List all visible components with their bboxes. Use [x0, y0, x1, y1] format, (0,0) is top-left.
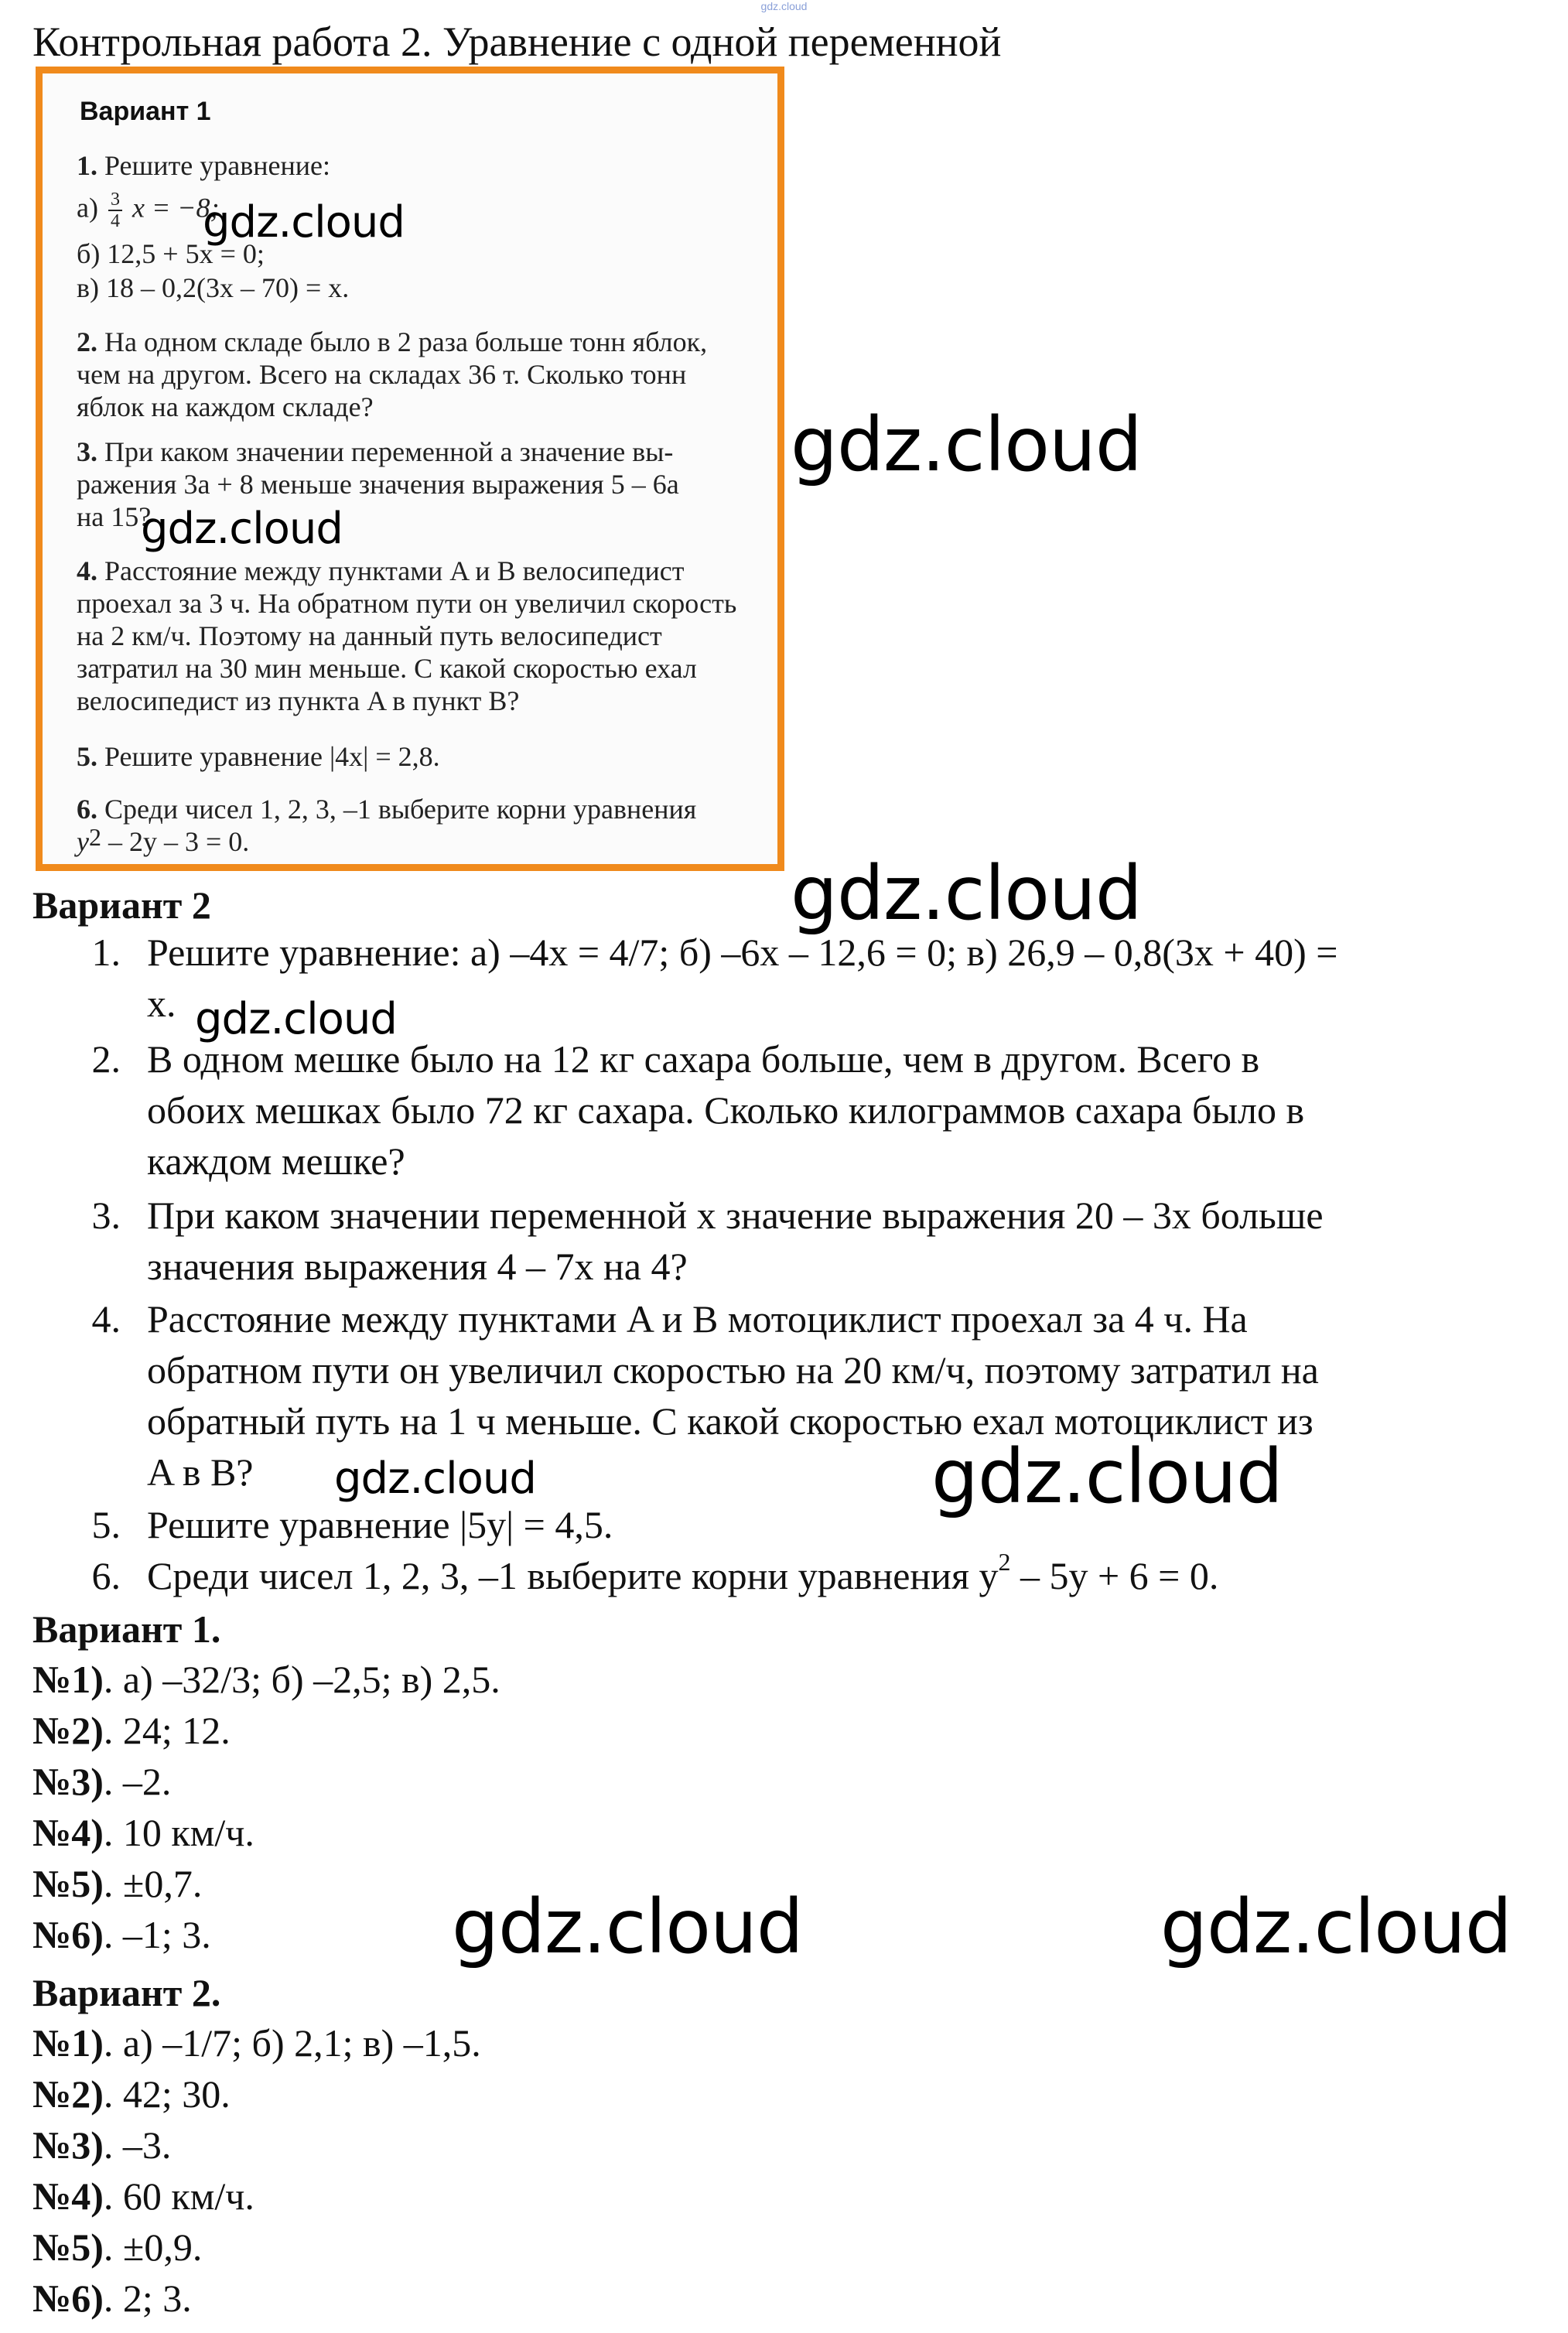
v2-item1-line2: x. — [147, 982, 176, 1025]
fraction-numerator: 3 — [108, 190, 122, 211]
answer-label: №5) — [32, 1862, 104, 1905]
card-task3-line1 — [77, 436, 673, 468]
answers2-row4 — [32, 2171, 255, 2222]
answer-label: №1) — [32, 1658, 104, 1701]
v2-item3-num: 3. — [91, 1194, 121, 1237]
v2-item4-line3: обратный путь на 1 ч меньше. С какой скоростью ехал мотоциклист из — [147, 1399, 1313, 1443]
answers1-row6 — [32, 1909, 211, 1960]
v2-item1-line1: Решите уравнение: а) –4x = 4/7; б) –6x – 12,6 = 0; в) 26,9 – 0,8(3x + 40) = — [147, 931, 1338, 974]
v2-item3-line2: значения выражения 4 – 7x на 4? — [147, 1245, 688, 1288]
answers1-row3 — [32, 1756, 171, 1807]
answer-label: №1) — [32, 2021, 104, 2065]
watermark: gdz.cloud — [203, 197, 405, 248]
card-task6-line2 — [77, 825, 249, 858]
watermark: gdz.cloud — [791, 401, 1142, 488]
v2-item4-num: 4. — [91, 1297, 121, 1341]
card-task2-num: 2. — [77, 326, 97, 357]
answers2-heading: Вариант 2. — [32, 1971, 221, 2014]
card-task3-num: 3. — [77, 436, 97, 467]
v2-item1-num: 1. — [91, 931, 121, 974]
v2-item6-rest: – 5y + 6 = 0. — [1010, 1554, 1219, 1597]
card-task2-line1 — [77, 326, 707, 358]
v2-item5-num: 5. — [91, 1503, 121, 1546]
card-task1c: в) 18 – 0,2(3x – 70) = x. — [77, 272, 350, 303]
v2-item2-line1: В одном мешке было на 12 кг сахара больше, чем в другом. Всего в — [147, 1037, 1260, 1081]
v2-item4-line4: A в B? — [147, 1450, 254, 1494]
answers2-row5 — [32, 2222, 202, 2273]
answers2-row3 — [32, 2120, 171, 2171]
answer-label: №6) — [32, 1913, 104, 1956]
card-task5-num: 5. — [77, 741, 97, 772]
answer-text: . 10 км/ч. — [103, 1811, 255, 1854]
answers1-row2 — [32, 1705, 231, 1756]
card-task4-line5: велосипедист из пункта A в пункт B? — [77, 685, 520, 716]
answer-text: . 2; 3. — [103, 2277, 192, 2320]
card-task3-text: При каком значении переменной a значение вы- — [104, 436, 674, 467]
card-task2-text: На одном складе было в 2 раза больше тонн яблок, — [104, 326, 708, 357]
card-task5 — [77, 740, 440, 773]
answer-label: №3) — [32, 1760, 104, 1803]
card-task2-line3: яблок на каждом складе? — [77, 391, 374, 422]
answer-text: . –3. — [103, 2123, 172, 2167]
answers1-row5 — [32, 1858, 202, 1909]
card-task1-num: 1. — [77, 150, 97, 181]
watermark: gdz.cloud — [931, 1433, 1283, 1520]
answer-label: №2) — [32, 2072, 104, 2116]
card-task4-line2: проехал за 3 ч. На обратном пути он увеличил скорость — [77, 588, 737, 619]
watermark: gdz.cloud — [791, 850, 1142, 937]
card-task3-line3: на 15? — [77, 501, 152, 532]
v2-item6-sup: 2 — [998, 1548, 1011, 1576]
v2-item6-text: Среди чисел 1, 2, 3, –1 выберите корни уравнения y — [147, 1554, 999, 1597]
answers2-row2 — [32, 2068, 231, 2120]
card-task6-text: Среди чисел 1, 2, 3, –1 выберите корни уравнения — [104, 794, 697, 825]
answer-text: . –2. — [103, 1760, 172, 1803]
card-task4-line4: затратил на 30 мин меньше. С какой скоростью ехал — [77, 653, 697, 684]
answer-text: . 42; 30. — [103, 2072, 231, 2116]
card-task2-line2: чем на другом. Всего на складах 36 т. Сколько тонн — [77, 359, 687, 390]
fraction — [108, 190, 122, 231]
variant2-heading: Вариант 2 — [32, 883, 211, 927]
card-task4-num: 4. — [77, 555, 97, 586]
card-task6-var: y — [77, 826, 89, 857]
card-task5-text: Решите уравнение |4x| = 2,8. — [104, 741, 440, 772]
answers2-row1 — [32, 2017, 481, 2068]
answer-text: . а) –1/7; б) 2,1; в) –1,5. — [103, 2021, 481, 2065]
answer-text: . ±0,9. — [103, 2225, 203, 2269]
answer-label: №2) — [32, 1709, 104, 1752]
answer-text: . ±0,7. — [103, 1862, 203, 1905]
card-task6-line1 — [77, 793, 696, 825]
v2-item3-line1: При каком значении переменной x значение выражения 20 – 3x больше — [147, 1194, 1324, 1237]
card-title: Вариант 1 — [80, 97, 211, 126]
v2-item2-line3: каждом мешке? — [147, 1139, 405, 1183]
card-task4-text: Расстояние между пунктами A и B велосипедист — [104, 555, 685, 586]
watermark: gdz.cloud — [334, 1453, 536, 1504]
v2-item4-line2: обратном пути он увеличил скоростью на 20 км/ч, поэтому затратил на — [147, 1348, 1319, 1392]
page-title: Контрольная работа 2. Уравнение с одной переменной — [32, 19, 1002, 65]
answer-text: . а) –32/3; б) –2,5; в) 2,5. — [103, 1658, 500, 1701]
card-task1a-rest: x = −8; — [132, 192, 220, 224]
card-task1 — [77, 149, 330, 182]
answers1-row4 — [32, 1807, 255, 1858]
answers1-heading: Вариант 1. — [32, 1607, 221, 1651]
variant1-scan-card — [36, 67, 784, 871]
v2-item4-line1: Расстояние между пунктами A и B мотоциклист проехал за 4 ч. На — [147, 1297, 1248, 1341]
card-task6-sup: 2 — [88, 823, 101, 851]
v2-item6-num: 6. — [91, 1554, 121, 1597]
v2-item2-line2: обоих мешках было 72 кг сахара. Сколько килограммов сахара было в — [147, 1088, 1305, 1132]
answer-label: №5) — [32, 2225, 104, 2269]
card-task4-line1 — [77, 555, 685, 587]
answer-text: . –1; 3. — [103, 1913, 211, 1956]
answer-text: . 24; 12. — [103, 1709, 231, 1752]
watermark: gdz.cloud — [195, 994, 397, 1044]
v2-item5-line1: Решите уравнение |5y| = 4,5. — [147, 1503, 613, 1546]
card-task3-line2: ражения 3a + 8 меньше значения выражения 5 – 6a — [77, 469, 679, 500]
card-task6-rest: – 2y – 3 = 0. — [101, 826, 250, 857]
watermark: gdz.cloud — [452, 1884, 803, 1970]
watermark: gdz.cloud — [1160, 1884, 1512, 1970]
card-task1b: б) 12,5 + 5x = 0; — [77, 238, 265, 269]
answers2-row6 — [32, 2273, 192, 2324]
answer-label: №6) — [32, 2277, 104, 2320]
card-task1a — [77, 190, 220, 231]
card-task6-num: 6. — [77, 794, 97, 825]
watermark: gdz.cloud — [141, 504, 343, 554]
answers1-row1 — [32, 1654, 500, 1705]
card-task4-line3: на 2 км/ч. Поэтому на данный путь велосипедист — [77, 620, 662, 651]
v2-item6-line1 — [147, 1550, 1218, 1601]
answer-label: №4) — [32, 2174, 104, 2218]
card-task1a-prefix: а) — [77, 192, 98, 224]
answer-label: №3) — [32, 2123, 104, 2167]
card-task1-text: Решите уравнение: — [104, 150, 330, 181]
v2-item2-num: 2. — [91, 1037, 121, 1081]
answer-label: №4) — [32, 1811, 104, 1854]
fraction-denominator: 4 — [110, 211, 120, 231]
top-watermark: gdz.cloud — [760, 0, 808, 12]
answer-text: . 60 км/ч. — [103, 2174, 255, 2218]
